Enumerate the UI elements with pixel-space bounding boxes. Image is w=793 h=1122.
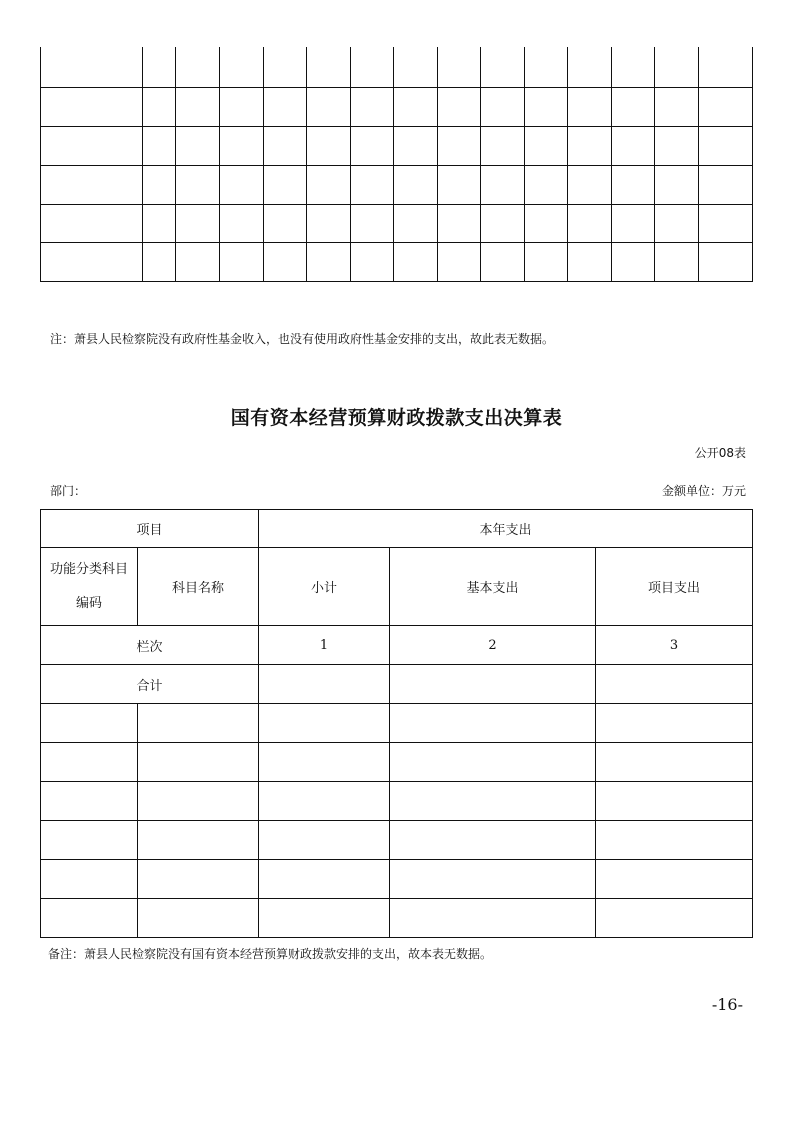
table-cell (259, 782, 390, 821)
table-cell (138, 743, 259, 782)
table-row (41, 743, 753, 782)
previous-table-cell (220, 165, 264, 204)
previous-table-cell (351, 87, 394, 126)
previous-table-cell (307, 126, 351, 165)
previous-table-cell (176, 87, 220, 126)
previous-table-cell (143, 165, 176, 204)
header-func-code (41, 548, 138, 626)
previous-table-cell (699, 165, 753, 204)
previous-table-cell (525, 126, 568, 165)
previous-table-cell (307, 204, 351, 242)
previous-table-cell (481, 165, 525, 204)
previous-table-cell (351, 47, 394, 87)
previous-table-cell (481, 87, 525, 126)
table-cell (259, 704, 390, 743)
previous-table-cell (612, 242, 655, 281)
previous-table-cell (525, 204, 568, 242)
header-subtotal: 小计 (259, 548, 390, 626)
previous-table-cell (394, 47, 438, 87)
previous-table-cell (699, 126, 753, 165)
previous-table-cell (655, 126, 699, 165)
table-cell (41, 860, 138, 899)
table-cell (41, 899, 138, 938)
previous-table-cell (143, 87, 176, 126)
previous-table-cell (655, 165, 699, 204)
previous-table-cell (525, 47, 568, 87)
previous-table-cell (307, 242, 351, 281)
header-func-code-text: 功能分类科目编码 (49, 561, 128, 611)
row-index-2: 2 (390, 626, 596, 665)
total-label: 合计 (41, 665, 259, 704)
previous-table-grid (40, 47, 753, 282)
table-cell (41, 821, 138, 860)
table-cell (596, 860, 753, 899)
previous-table-cell (655, 47, 699, 87)
previous-table-cell (307, 87, 351, 126)
previous-table-cell (394, 242, 438, 281)
previous-table-cell (438, 242, 481, 281)
row-index-3: 3 (596, 626, 753, 665)
table-cell (390, 782, 596, 821)
table-row (41, 860, 753, 899)
previous-table-cell (264, 47, 307, 87)
row-index-row (41, 626, 753, 665)
table-cell (596, 704, 753, 743)
table-cell (390, 821, 596, 860)
table-cell (259, 821, 390, 860)
previous-table-cell (699, 204, 753, 242)
previous-table-cell (41, 47, 143, 87)
previous-table-cell (176, 47, 220, 87)
previous-table-cell (143, 126, 176, 165)
previous-table-cell (568, 242, 612, 281)
previous-table-cell (438, 87, 481, 126)
table-cell (390, 899, 596, 938)
previous-table-cell (220, 242, 264, 281)
previous-table-cell (655, 242, 699, 281)
previous-table-cell (612, 47, 655, 87)
header-project-expense: 项目支出 (596, 548, 753, 626)
table-cell (390, 704, 596, 743)
previous-table-cell (394, 204, 438, 242)
previous-table-row (41, 126, 753, 165)
previous-table-cell (351, 165, 394, 204)
previous-table-cell (41, 242, 143, 281)
previous-table-cell (351, 126, 394, 165)
previous-table-cell (568, 47, 612, 87)
table-cell (41, 743, 138, 782)
header-current-year-expense: 本年支出 (259, 510, 753, 548)
previous-table-cell (264, 126, 307, 165)
previous-table-cell (568, 87, 612, 126)
previous-table-row (41, 165, 753, 204)
previous-table-cell (655, 87, 699, 126)
previous-table-cell (612, 87, 655, 126)
previous-table-cell (481, 204, 525, 242)
previous-table-row (41, 204, 753, 242)
table-cell (390, 743, 596, 782)
table-remark: 备注：萧县人民检察院没有国有资本经营预算财政拨款安排的支出，故本表无数据。 (48, 947, 493, 961)
previous-table-cell (612, 204, 655, 242)
total-project-cell (596, 665, 753, 704)
previous-table-cell (525, 242, 568, 281)
total-basic-cell (390, 665, 596, 704)
table-cell (596, 899, 753, 938)
previous-table-cell (568, 126, 612, 165)
table-title: 国有资本经营预算财政拨款支出决算表 (230, 407, 563, 429)
previous-table-cell (699, 87, 753, 126)
previous-table-cell (220, 87, 264, 126)
previous-table-cell (220, 204, 264, 242)
previous-table-cell (351, 242, 394, 281)
table-cell (138, 704, 259, 743)
previous-table-cell (525, 87, 568, 126)
amount-unit-label: 金额单位：万元 (661, 484, 746, 498)
previous-table-cell (351, 204, 394, 242)
table-cell (259, 899, 390, 938)
previous-table-cell (568, 204, 612, 242)
table-row (41, 704, 753, 743)
previous-table-cell (176, 165, 220, 204)
previous-table-cell (525, 165, 568, 204)
previous-table-cell (264, 242, 307, 281)
table-cell (596, 782, 753, 821)
table-cell (259, 860, 390, 899)
previous-table-cell (264, 165, 307, 204)
previous-table-cell (612, 165, 655, 204)
form-code: 公开08表 (694, 446, 746, 460)
upper-table-note: 注：萧县人民检察院没有政府性基金收入，也没有使用政府性基金安排的支出，故此表无数据。 (50, 332, 555, 346)
previous-table-cell (176, 242, 220, 281)
table-cell (138, 860, 259, 899)
previous-table-cell (264, 87, 307, 126)
row-index-label: 栏次 (41, 626, 259, 665)
previous-table-cell (394, 165, 438, 204)
table-cell (138, 782, 259, 821)
table-cell (41, 704, 138, 743)
row-index-1: 1 (259, 626, 390, 665)
previous-table-cell (568, 165, 612, 204)
previous-table-cell (307, 165, 351, 204)
table-row (41, 821, 753, 860)
previous-table-cell (438, 204, 481, 242)
previous-table-cell (438, 165, 481, 204)
state-capital-expense-table (40, 509, 753, 938)
previous-table-cell (394, 87, 438, 126)
header-row-1 (41, 510, 753, 548)
table-cell (138, 899, 259, 938)
previous-table-cell (41, 165, 143, 204)
previous-table-cell (176, 126, 220, 165)
previous-table-cell (612, 126, 655, 165)
previous-table-row (41, 242, 753, 281)
previous-table-cell (481, 126, 525, 165)
previous-table-cell (220, 47, 264, 87)
table-cell (596, 821, 753, 860)
header-row-2 (41, 548, 753, 626)
header-subject-name: 科目名称 (138, 548, 259, 626)
previous-table-cell (307, 47, 351, 87)
page-number: -16- (711, 995, 743, 1014)
table-cell (41, 782, 138, 821)
previous-table-cell (143, 242, 176, 281)
previous-table-cell (176, 204, 220, 242)
previous-table-cell (220, 126, 264, 165)
previous-table-cell (481, 242, 525, 281)
table-row (41, 899, 753, 938)
previous-table-row (41, 87, 753, 126)
header-item: 项目 (41, 510, 259, 548)
department-label: 部门： (50, 484, 87, 498)
previous-table-cell (264, 204, 307, 242)
previous-table-cell (438, 126, 481, 165)
previous-table-cell (655, 204, 699, 242)
total-row (41, 665, 753, 704)
previous-table-cell (481, 47, 525, 87)
previous-table-cell (41, 87, 143, 126)
header-basic-expense: 基本支出 (390, 548, 596, 626)
previous-table-cell (143, 204, 176, 242)
table-cell (390, 860, 596, 899)
table-cell (138, 821, 259, 860)
previous-table-cell (394, 126, 438, 165)
previous-table-cell (41, 126, 143, 165)
table-cell (596, 743, 753, 782)
previous-table-cell (143, 47, 176, 87)
previous-table-cell (699, 242, 753, 281)
previous-table-cell (438, 47, 481, 87)
total-subtotal-cell (259, 665, 390, 704)
table-cell (259, 743, 390, 782)
table-row (41, 782, 753, 821)
previous-table-cell (41, 204, 143, 242)
previous-table-row (41, 47, 753, 87)
previous-table-cell (699, 47, 753, 87)
